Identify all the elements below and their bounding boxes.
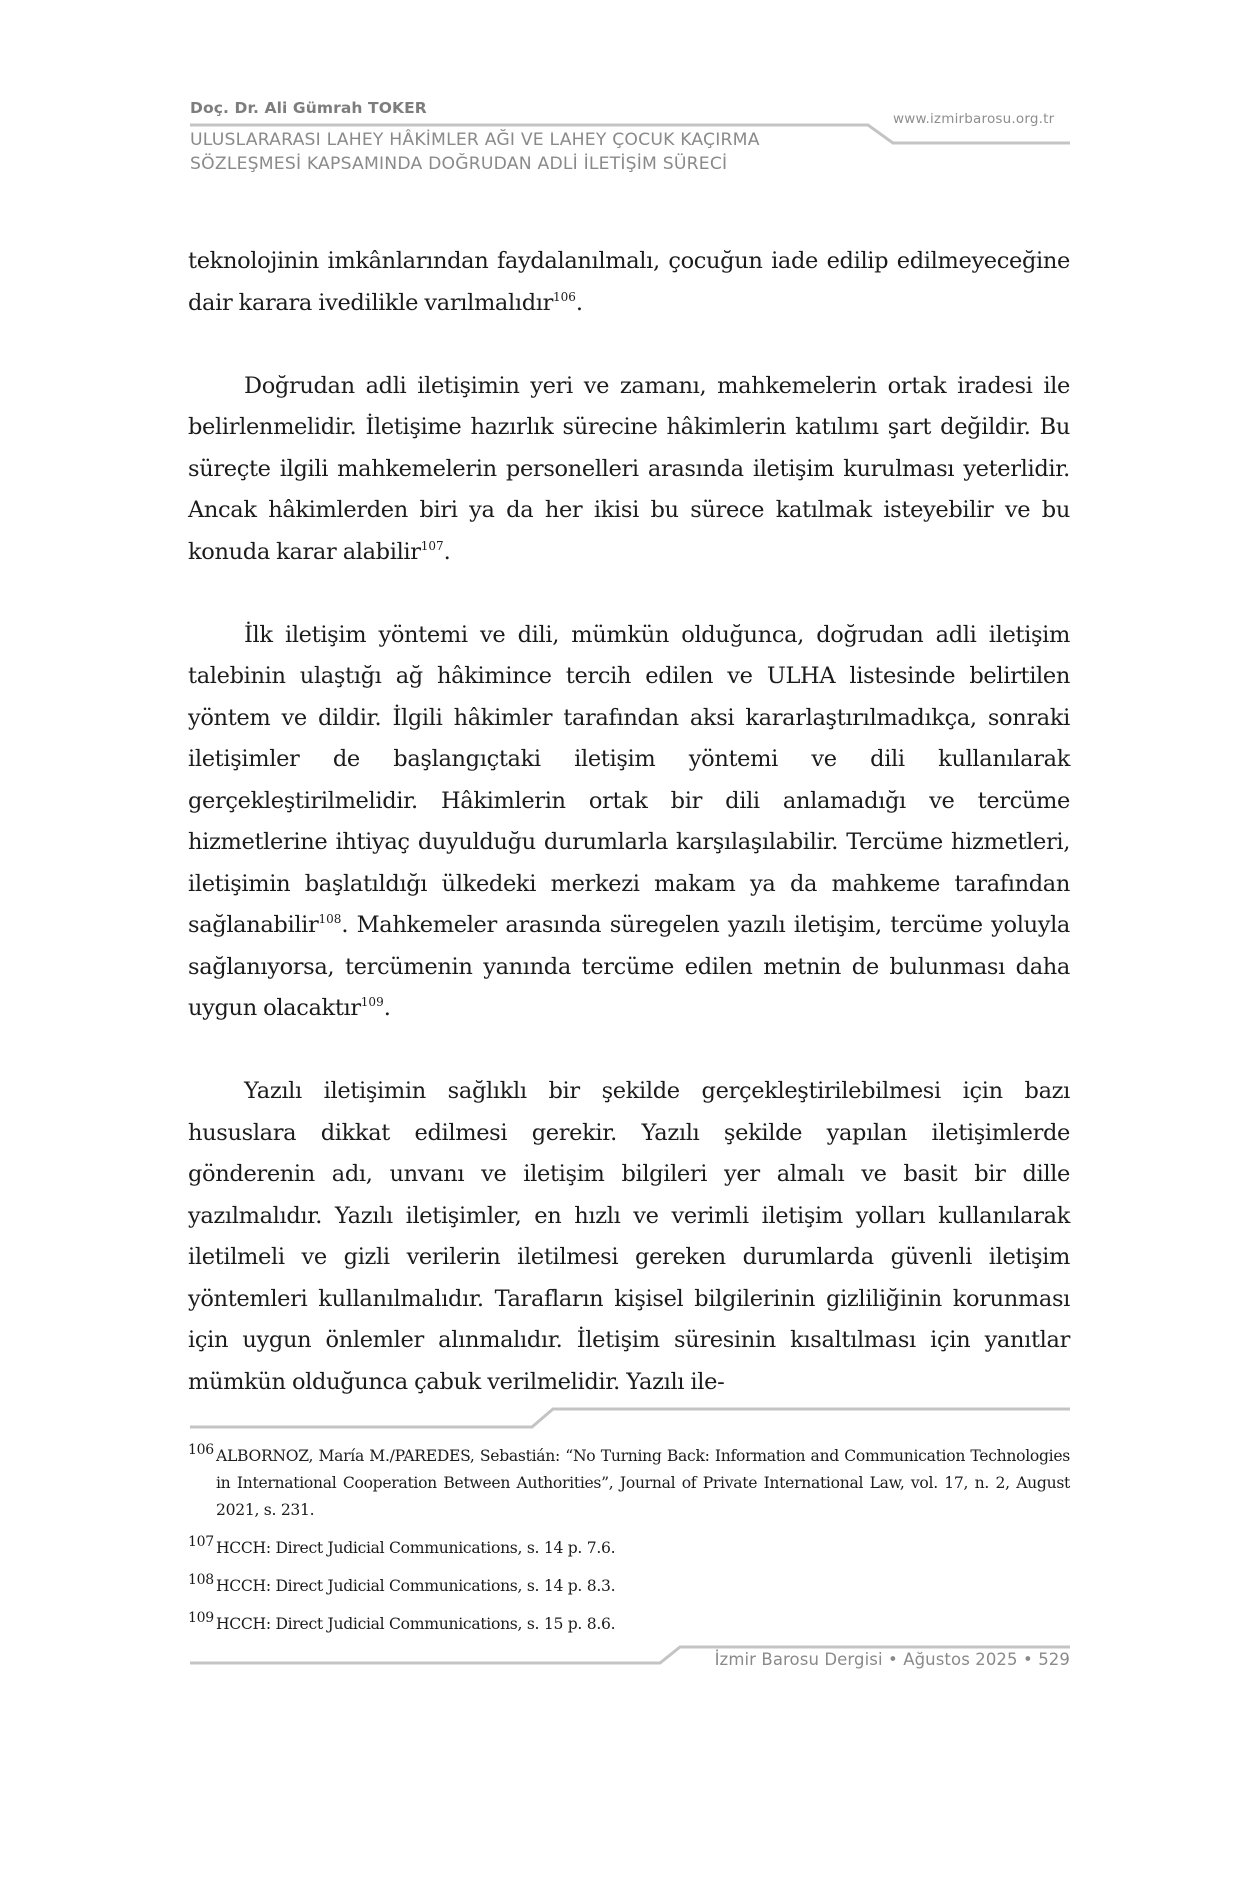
footer-issue: Ağustos 2025	[903, 1650, 1018, 1669]
page-footer	[680, 1650, 1070, 1669]
footer-journal: İzmir Barosu Dergisi	[714, 1650, 883, 1669]
footnote-text: HCCH: Direct Judicial Communications, s. 14 p. 7.6.	[216, 1539, 616, 1557]
footnote	[188, 1573, 1070, 1600]
footnote-separator-rule	[190, 1409, 1070, 1427]
paragraph: İlk iletişim yöntemi ve dili, mümkün olduğunca, doğrudan adli iletişim talebinin ulaştığı ağ hâkimince tercih edilen ve ULHA listesinde belirtilen yöntem ve dildir. İlgili hâkimler tarafından aksi kararlaştırılmadıkça, sonraki iletişimler de başlangıçtaki iletişim yöntemi ve dili kullanılarak gerçekleştirilmelidir. Hâkimlerin ortak bir dili anlamadığı ve tercüme hizmetlerine ihtiyaç duyulduğu durumlarla karşılaşılabilir. Tercüme hizmetleri, iletişimin başlatıldığı ülkedeki merkezi makam ya da mahkeme tarafından sağlanabilir$^{108}$. Mahkemeler arasında süregelen yazılı iletişim, tercüme yoluyla sağlanıyorsa, tercümenin yanında tercüme edilen metnin de bulunması daha uygun olacaktır$^{109}$.	[188, 621, 1070, 1021]
paragraph: teknolojinin imkânlarından faydalanılmalı, çocuğun iade edilip edilmeyeceğine dair karara ivedilikle varılmalıdır$^{106}$.	[188, 248, 1070, 316]
body-text	[188, 241, 1070, 1403]
footnote-ref[interactable]: 108	[318, 912, 342, 926]
footnote-text: HCCH: Direct Judicial Communications, s. 15 p. 8.6.	[216, 1615, 616, 1633]
header-title-line: ULUSLARARASI LAHEY HÂKİMLER AĞI VE LAHEY ÇOCUK KAÇIRMA	[190, 130, 760, 150]
footer-separator: •	[888, 1650, 898, 1669]
header-title-line: SÖZLEŞMESİ KAPSAMINDA DOĞRUDAN ADLİ İLETİŞİM SÜRECİ	[190, 154, 728, 174]
page-number: 529	[1038, 1650, 1070, 1669]
footnote-number: 108	[188, 1572, 214, 1588]
footnote-text: ALBORNOZ, María M./PAREDES, Sebastián: “No Turning Back: Information and Communication Technologies in International Cooperation Between Authorities”, Journal of Private International Law, vol. 17, n. 2, August 2021, s. 231.	[216, 1447, 1070, 1519]
footnote-number: 106	[188, 1442, 214, 1458]
header-url-link[interactable]: www.izmirbarosu.org.tr	[893, 111, 1055, 127]
footnote	[188, 1443, 1070, 1524]
footnote	[188, 1535, 1070, 1562]
header-title	[190, 128, 760, 176]
footnote	[188, 1611, 1070, 1638]
footnote-number: 109	[188, 1610, 214, 1626]
footnote-ref[interactable]: 107	[420, 538, 444, 553]
footnote-text: HCCH: Direct Judicial Communications, s. 14 p. 8.3.	[216, 1577, 616, 1595]
footnote-ref[interactable]: 106	[553, 289, 576, 304]
footer-separator: •	[1023, 1650, 1033, 1669]
header-author: Doç. Dr. Ali Gümrah TOKER	[190, 99, 427, 117]
footnotes	[188, 1443, 1070, 1649]
paragraph: Doğrudan adli iletişimin yeri ve zamanı, mahkemelerin ortak iradesi ile belirlenmelidir. İletişime hazırlık sürecine hâkimlerin katılımı şart değildir. Bu süreçte ilgili mahkemelerin personelleri arasında iletişim kurulması yeterlidir. Ancak hâkimlerden biri ya da her ikisi bu sürece katılmak isteyebilir ve bu konuda karar alabilir$^{107}$.	[188, 372, 1070, 565]
footnote-ref[interactable]: 109	[360, 995, 384, 1009]
paragraph: Yazılı iletişimin sağlıklı bir şekilde gerçekleştirilebilmesi için bazı hususlara dikkat edilmesi gerekir. Yazılı şekilde yapılan iletişimlerde gönderenin adı, unvanı ve iletişim bilgileri yer almalı ve basit bir dille yazılmalıdır. Yazılı iletişimler, en hızlı ve verimli iletişim yolları kullanılarak iletilmeli ve gizli verilerin iletilmesi gereken durumlarda güvenli iletişim yöntemleri kullanılmalıdır. Tarafların kişisel bilgilerinin gizliliğinin korunması için uygun önlemler alınmalıdır. İletişim süresinin kısaltılması için yanıtlar mümkün olduğunca çabuk verilmelidir. Yazılı ile-	[188, 1078, 1070, 1395]
footnote-number: 107	[188, 1534, 214, 1550]
